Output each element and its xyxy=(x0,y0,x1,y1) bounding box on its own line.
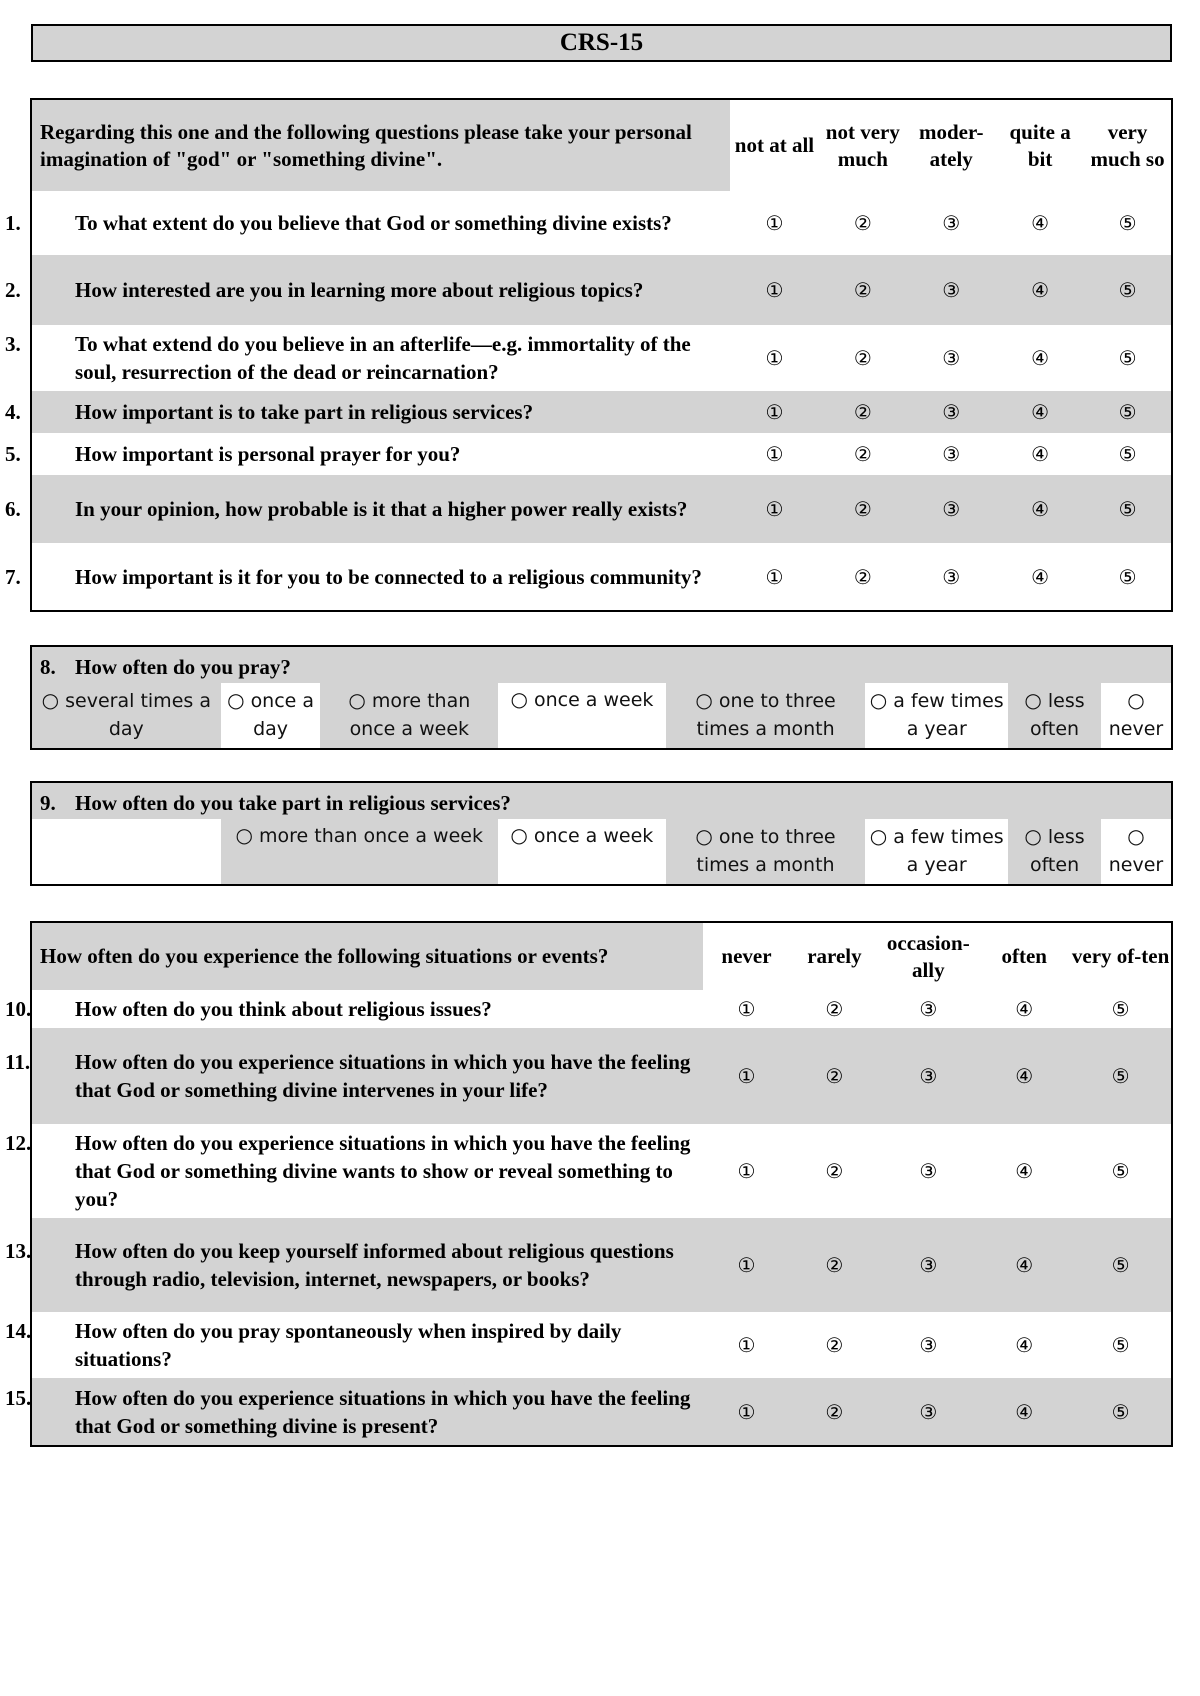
section2-instruction: How often do you experience the following situations or events? xyxy=(31,922,703,990)
rating-option-1[interactable]: ① xyxy=(765,400,784,424)
question-number: 15. xyxy=(5,1385,32,1410)
question-row xyxy=(31,1378,1172,1446)
rating-option-2[interactable]: ② xyxy=(825,1064,844,1088)
rating-option-3[interactable]: ③ xyxy=(919,1399,938,1424)
rating-option-2[interactable]: ② xyxy=(825,1399,844,1424)
rating-option-4[interactable]: ④ xyxy=(1015,1159,1034,1183)
option-header-2: not very much xyxy=(825,119,900,171)
rating-option-2[interactable]: ② xyxy=(853,400,872,424)
option-header-1: not at all xyxy=(734,133,815,157)
rating-option-4[interactable]: ④ xyxy=(1031,346,1050,370)
radio-option[interactable] xyxy=(498,683,666,749)
rating-option-1[interactable]: ① xyxy=(737,1253,756,1277)
question-row xyxy=(31,433,1172,475)
radio-option-label: once a week xyxy=(533,689,654,711)
question-number: 11. xyxy=(5,1050,31,1074)
question-row xyxy=(31,1124,1172,1218)
radio-option-label: one to three times a month xyxy=(696,690,836,740)
question-row xyxy=(31,325,1172,391)
belief-scale-table xyxy=(5,98,1173,612)
radio-circle-icon: ○ xyxy=(695,688,713,712)
question-number: 5. xyxy=(5,442,21,466)
option-header-5: very much so xyxy=(1090,119,1165,171)
question-text: How important is personal prayer for you? xyxy=(75,442,461,466)
rating-option-1[interactable]: ① xyxy=(765,346,784,370)
radio-option[interactable] xyxy=(1008,683,1101,749)
radio-option[interactable] xyxy=(865,683,1008,749)
rating-option-1[interactable]: ① xyxy=(765,211,784,235)
rating-option-2[interactable]: ② xyxy=(853,346,872,370)
radio-option-label: several times a day xyxy=(65,690,211,740)
option-header-4: often xyxy=(1001,944,1047,968)
rating-option-3[interactable]: ③ xyxy=(919,1159,938,1183)
rating-option-2[interactable]: ② xyxy=(853,211,872,235)
question-number: 4. xyxy=(5,400,21,424)
rating-option-2[interactable]: ② xyxy=(853,278,872,302)
rating-option-1[interactable]: ① xyxy=(737,1399,756,1424)
rating-option-1[interactable]: ① xyxy=(737,1333,756,1357)
radio-circle-icon: ○ xyxy=(1024,688,1042,712)
rating-option-3[interactable]: ③ xyxy=(919,1333,938,1357)
radio-option[interactable] xyxy=(666,819,866,885)
radio-circle-icon: ○ xyxy=(695,824,713,848)
rating-option-5[interactable]: ⑤ xyxy=(1118,346,1137,370)
question-row xyxy=(31,191,1172,255)
question-number: 12. xyxy=(5,1131,32,1155)
experience-scale-table xyxy=(5,921,1173,1447)
option-header-3: occasion-ally xyxy=(886,930,970,982)
question-number: 14. xyxy=(5,1319,32,1343)
question-text: How important is to take part in religious services? xyxy=(75,400,534,424)
rating-option-4[interactable]: ④ xyxy=(1015,997,1034,1021)
rating-option-5[interactable]: ⑤ xyxy=(1111,1159,1130,1183)
service-frequency-table xyxy=(30,781,1173,886)
radio-option-label: never xyxy=(1108,854,1164,876)
rating-option-1[interactable]: ① xyxy=(765,564,784,589)
rating-option-3[interactable]: ③ xyxy=(919,1064,938,1088)
question-text: How often do you think about religious issues? xyxy=(75,997,492,1021)
rating-option-5[interactable]: ⑤ xyxy=(1118,211,1137,235)
rating-option-1[interactable]: ① xyxy=(765,497,784,521)
rating-option-4[interactable]: ④ xyxy=(1031,564,1050,589)
radio-option-label: less often xyxy=(1029,690,1085,740)
rating-option-5[interactable]: ⑤ xyxy=(1111,1253,1130,1277)
form-title: CRS-15 xyxy=(31,24,1172,62)
question-row xyxy=(31,475,1172,543)
question-number: 2. xyxy=(5,278,21,302)
rating-option-3[interactable]: ③ xyxy=(942,442,961,466)
question-text: How important is it for you to be connected to a religious community? xyxy=(75,564,702,589)
rating-option-5[interactable]: ⑤ xyxy=(1118,497,1137,521)
radio-option-label: more than once a week xyxy=(259,825,483,847)
question-text: How often do you experience situations in which you have the feeling that God or something divine wants to show or reveal something to you? xyxy=(75,1131,691,1211)
question-text: To what extend do you believe in an afterlife—e.g. immortality of the soul, resurrection of the dead or reincarnation? xyxy=(75,332,691,384)
rating-option-3[interactable]: ③ xyxy=(942,564,961,589)
rating-option-4[interactable]: ④ xyxy=(1031,442,1050,466)
question-text: How often do you pray? xyxy=(75,655,291,679)
radio-circle-icon: ○ xyxy=(869,688,888,712)
option-header-2: rarely xyxy=(807,944,862,968)
radio-circle-icon: ○ xyxy=(235,823,253,847)
radio-option-label: once a week xyxy=(533,825,654,847)
question-row xyxy=(31,1312,1172,1378)
radio-circle-icon: ○ xyxy=(1024,824,1042,848)
rating-option-3[interactable]: ③ xyxy=(942,497,961,521)
question-row xyxy=(31,1218,1172,1312)
option-header-5: very of-ten xyxy=(1071,944,1170,968)
radio-option[interactable] xyxy=(666,683,866,749)
radio-option[interactable] xyxy=(31,683,221,749)
radio-option[interactable] xyxy=(1101,819,1172,885)
radio-option[interactable] xyxy=(1101,683,1172,749)
rating-option-1[interactable]: ① xyxy=(737,1064,756,1088)
question-text: How often do you pray spontaneously when inspired by daily situations? xyxy=(75,1319,622,1371)
section1-instruction: Regarding this one and the following questions please take your personal imagination of "god" or "something divine". xyxy=(31,99,730,191)
question-text: How interested are you in learning more about religious topics? xyxy=(75,278,644,302)
radio-option[interactable] xyxy=(320,683,498,749)
radio-option-label: one to three times a month xyxy=(696,826,836,876)
question-row xyxy=(31,543,1172,611)
question-row xyxy=(31,391,1172,433)
radio-option-label: a few times a year xyxy=(893,690,1004,740)
radio-option[interactable] xyxy=(221,683,321,749)
rating-option-4[interactable]: ④ xyxy=(1031,211,1050,235)
question-number: 6. xyxy=(5,497,21,521)
question-row xyxy=(31,255,1172,325)
radio-circle-icon: ○ xyxy=(869,824,888,848)
rating-option-5[interactable]: ⑤ xyxy=(1118,442,1137,466)
radio-option-label: a few times a year xyxy=(893,826,1004,876)
question-number: 9. xyxy=(40,791,56,815)
rating-option-3[interactable]: ③ xyxy=(919,1253,938,1277)
radio-option[interactable] xyxy=(1008,819,1101,885)
question-row xyxy=(31,990,1172,1028)
question-text: How often do you experience situations in which you have the feeling that God or something divine intervenes in your life? xyxy=(75,1050,691,1102)
question-number: 8. xyxy=(40,655,56,679)
radio-circle-icon: ○ xyxy=(1127,688,1145,712)
rating-option-2[interactable]: ② xyxy=(825,1333,844,1357)
question-text: In your opinion, how probable is it that a higher power really exists? xyxy=(75,497,688,521)
rating-option-4[interactable]: ④ xyxy=(1015,1064,1034,1088)
rating-option-5[interactable]: ⑤ xyxy=(1118,278,1137,302)
rating-option-5[interactable]: ⑤ xyxy=(1118,400,1137,424)
radio-option[interactable] xyxy=(865,819,1008,885)
question-number: 7. xyxy=(5,564,21,589)
empty-cell xyxy=(31,819,221,885)
radio-circle-icon: ○ xyxy=(510,687,528,711)
rating-option-2[interactable]: ② xyxy=(853,564,872,589)
radio-circle-icon: ○ xyxy=(1127,824,1145,848)
rating-option-1[interactable]: ① xyxy=(737,997,756,1021)
rating-option-5[interactable]: ⑤ xyxy=(1111,997,1130,1021)
radio-circle-icon: ○ xyxy=(510,823,528,847)
rating-option-4[interactable]: ④ xyxy=(1031,278,1050,302)
rating-option-5[interactable]: ⑤ xyxy=(1111,1064,1130,1088)
rating-option-5[interactable]: ⑤ xyxy=(1111,1333,1130,1357)
option-header-4: quite a bit xyxy=(1009,119,1071,171)
rating-option-2[interactable]: ② xyxy=(825,997,844,1021)
question-number: 13. xyxy=(5,1239,32,1263)
question-text: How often do you experience situations in which you have the feeling that God or something divine is present? xyxy=(75,1385,691,1438)
radio-option-label: once a day xyxy=(250,690,315,740)
question-text: How often do you keep yourself informed about religious questions through radio, television, internet, newspapers, or books? xyxy=(75,1239,674,1291)
rating-option-1[interactable]: ① xyxy=(765,278,784,302)
question-text: How often do you take part in religious services? xyxy=(75,791,511,815)
rating-option-4[interactable]: ④ xyxy=(1031,400,1050,424)
question-text: To what extent do you believe that God or something divine exists? xyxy=(75,211,672,235)
rating-option-2[interactable]: ② xyxy=(853,497,872,521)
rating-option-3[interactable]: ③ xyxy=(942,400,961,424)
rating-option-3[interactable]: ③ xyxy=(942,211,961,235)
rating-option-1[interactable]: ① xyxy=(737,1159,756,1183)
question-8 xyxy=(31,646,1172,683)
rating-option-1[interactable]: ① xyxy=(765,442,784,466)
radio-circle-icon: ○ xyxy=(227,688,245,712)
rating-option-2[interactable]: ② xyxy=(825,1253,844,1277)
radio-option[interactable] xyxy=(498,819,666,885)
rating-option-2[interactable]: ② xyxy=(853,442,872,466)
rating-option-3[interactable]: ③ xyxy=(919,997,938,1021)
question-number: 1. xyxy=(5,211,21,235)
radio-option-label: never xyxy=(1108,718,1164,740)
option-header-3: moder-ately xyxy=(918,119,984,171)
rating-option-4[interactable]: ④ xyxy=(1015,1333,1034,1357)
rating-option-3[interactable]: ③ xyxy=(942,346,961,370)
question-number: 3. xyxy=(5,332,21,356)
radio-option-label: less often xyxy=(1029,826,1085,876)
rating-option-4[interactable]: ④ xyxy=(1015,1253,1034,1277)
option-header-1: never xyxy=(721,944,772,968)
rating-option-5[interactable]: ⑤ xyxy=(1111,1399,1130,1424)
question-number: 10. xyxy=(5,997,32,1021)
question-row xyxy=(31,1028,1172,1124)
rating-option-5[interactable]: ⑤ xyxy=(1118,564,1137,589)
rating-option-4[interactable]: ④ xyxy=(1031,497,1050,521)
rating-option-3[interactable]: ③ xyxy=(942,278,961,302)
radio-option[interactable] xyxy=(221,819,498,885)
question-9 xyxy=(31,782,1172,819)
rating-option-2[interactable]: ② xyxy=(825,1159,844,1183)
rating-option-4[interactable]: ④ xyxy=(1015,1399,1034,1424)
radio-circle-icon: ○ xyxy=(41,688,60,712)
radio-option-label: more than once a week xyxy=(349,690,471,740)
prayer-frequency-table xyxy=(30,645,1173,750)
radio-circle-icon: ○ xyxy=(348,688,366,712)
